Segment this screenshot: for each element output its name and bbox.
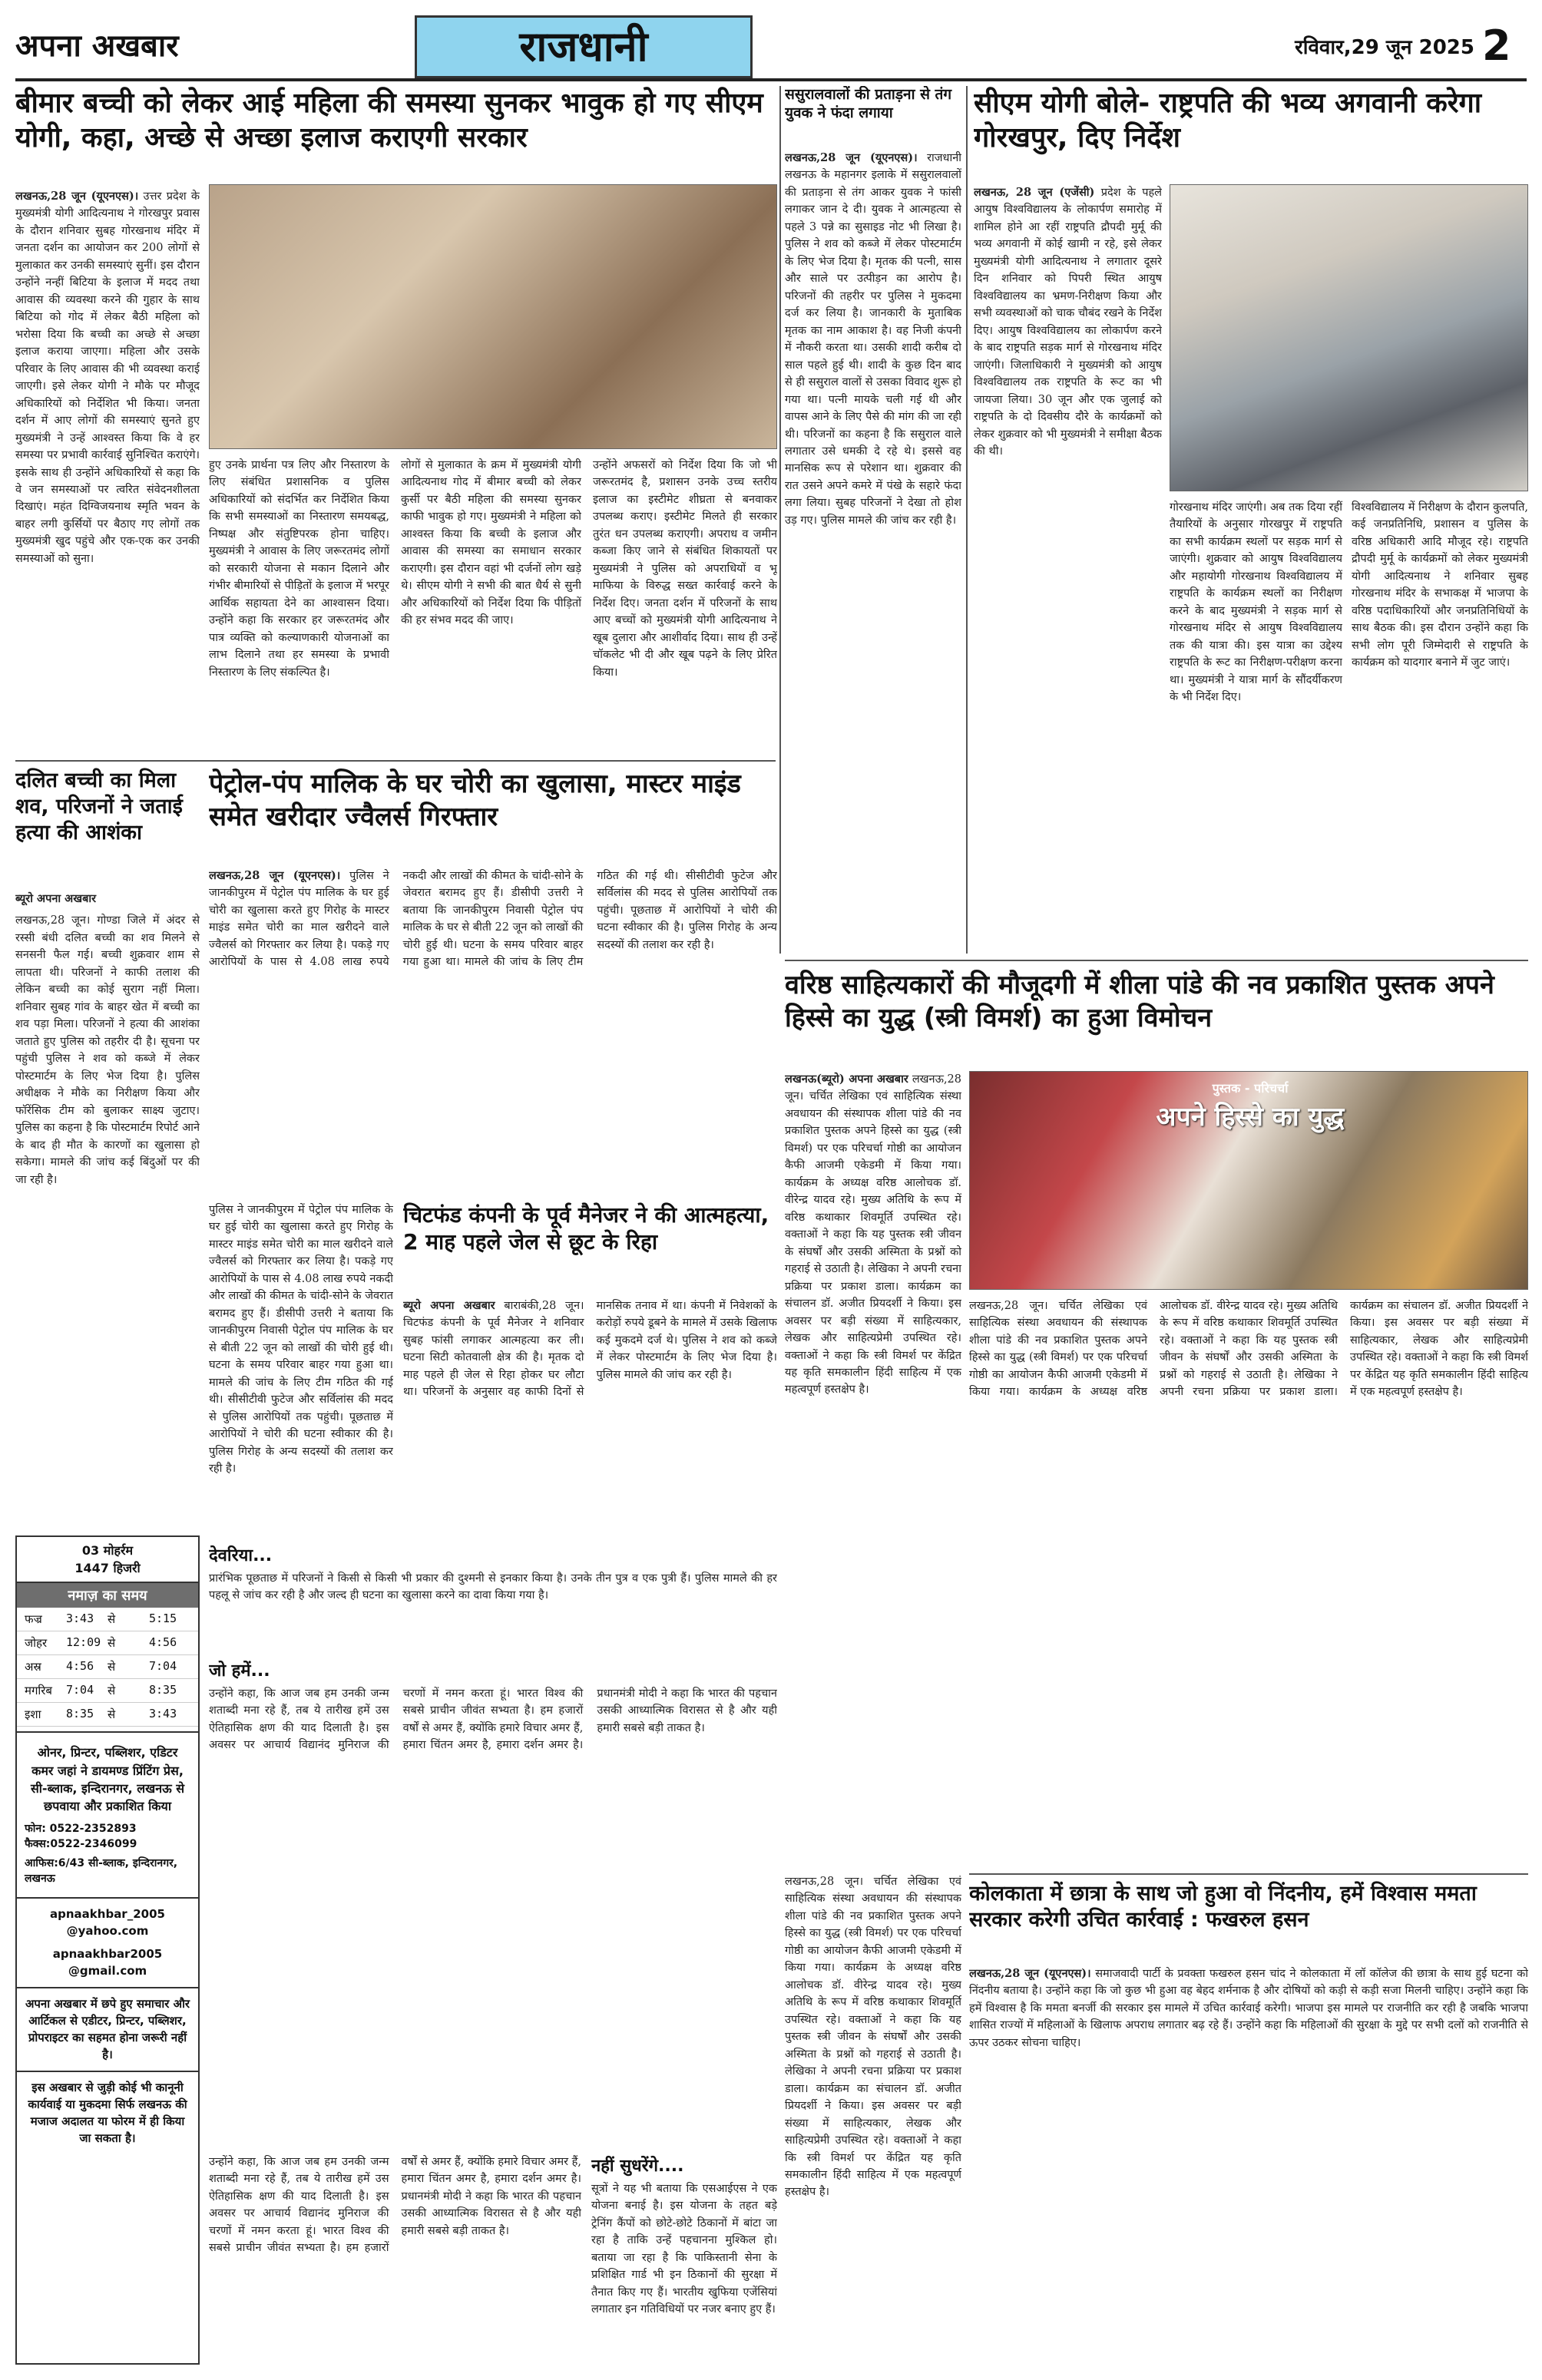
fax-number: फैक्स:0522-2346099 <box>25 1838 137 1851</box>
story3-photo <box>1170 184 1528 491</box>
section-divider <box>785 960 1528 961</box>
jo-hame-body: उन्होंने कहा, कि आज जब हम उनकी जन्म शताब्दी मना रहे हैं, तब ये तारीख हमें उस ऐतिहासिक क्षण की याद दिलाती है। इस अवसर पर आचार्य विद्यानंद मुनिराज की चरणों में नमन करता हूं। भारत विश्व की सबसे प्राचीन जीवंत सभ्यता है। हम हजारों वर्षों से अमर हैं, क्योंकि हमारे विचार अमर हैं, हमारा चिंतन अमर है, हमारा दर्शन अमर है। प्रधानमंत्री मोदी ने कहा कि भारत की पहचान उसकी आध्यात्मिक विरासत से है और यही हमारी सबसे बड़ी ताकत है। <box>209 1687 777 1752</box>
namaz-name: जोहर <box>25 1636 48 1651</box>
column-divider <box>779 86 781 954</box>
story4-dateline: ब्यूरो अपना अखबार <box>15 892 97 905</box>
deoria-body: प्रारंभिक पूछताछ में परिजनों ने किसी से किसी भी प्रकार की दुश्मनी से इनकार किया है। उनके तीन पुत्र व एक पुत्री हैं। पुलिस मामले की हर पहलू से जांच कर रही है और जल्द ही घटना का खुलासा करने का दावा किया गया है। <box>209 1572 777 1602</box>
islamic-date: 03 मोहर्रम <box>81 1543 134 1558</box>
photo-banner-subtitle: पुस्तक - परिचर्चा <box>1212 1081 1289 1096</box>
story2-body-column <box>785 150 961 952</box>
story1-column-4: उन्होंने अफसरों को निर्देश दिया कि जो भी जरूरतमंद है, प्रशासन उनके उच्च स्तरीय इलाज का इस्टीमेट शीघ्रता से बनवाकर उपलब्ध कराए। इस्टीमेट मिलते ही सरकार तुरंत धन उपलब्ध कराएगी। अपराध व जमीन कब्जा किए जाने से संबंधित शिकायतों पर मुख्यमंत्री ने पुलिस को अपराधियों व भू माफिया के विरुद्ध सख्त कार्रवाई करने के निर्देश दिए। जनता दर्शन में परिजनों के साथ आए बच्चों को मुख्यमंत्री योगी आदित्यनाथ ने खूब दुलारा और आशीर्वाद दिया। साथ ही उन्हें चॉकलेट भी दी और खूब पढ़ने के लिए प्रेरित किया। <box>593 459 777 679</box>
namaz-table <box>17 1608 198 1727</box>
legal-text: इस अखबार से जुड़ी कोई भी कानूनी कार्यवाई या मुकदमा सिर्फ लखनऊ की मजाज अदालत या फोरम में ही किया जा सकता है। <box>28 2081 187 2145</box>
photo-banner-title: अपने हिस्से का युद्ध <box>1156 1102 1345 1132</box>
namaz-to: से <box>108 1660 116 1674</box>
story7-body-columns: लखनऊ,28 जून। चर्चित लेखिका एवं साहित्यिक संस्था अवधायन की संस्थापक शीला पांडे की नव प्रकाशित पुस्तक अपने हिस्से का युद्ध (स्त्री विमर्श) पर एक परिचर्चा गोष्ठी का आयोजन कैफी आजमी एकेडमी में किया गया। कार्यक्रम के अध्यक्ष वरिष्ठ आलोचक डॉ. वीरेन्द्र यादव रहे। मुख्य अतिथि के रूप में वरिष्ठ कथाकार शिवमूर्ति उपस्थित रहे। वक्ताओं ने कहा कि यह पुस्तक स्त्री जीवन के संघर्षों और उसकी अस्मिता के प्रश्नों को गहराई से उठाती है। लेखिका ने अपनी रचना प्रक्रिया पर प्रकाश डाला। कार्यक्रम का संचालन डॉ. अजीत प्रियदर्शी ने किया। इस अवसर पर बड़ी संख्या में साहित्यकार, लेखक और साहित्यप्रेमी उपस्थित रहे। वक्ताओं ने कहा कि स्त्री विमर्श पर केंद्रित यह कृति समकालीन हिंदी साहित्य में एक महत्वपूर्ण हस्तक्षेप है। <box>969 1300 1528 1399</box>
story1-column-3: लोगों से मुलाकात के क्रम में मुख्यमंत्री योगी आदित्यनाथ गोद में बीमार बच्ची को लेकर कुर्सी पर बैठी महिला की समस्या सुनकर काफी भावुक हो गए। मुख्यमंत्री ने महिला को आश्वस्त किया कि बच्ची के इलाज और आवास की समस्या का समाधान सरकार कराएगी। इस दौरान वहां भी दर्जनों लोग खड़े थे। सीएम योगी ने सभी की बात धैर्य से सुनी और अधिकारियों को निर्देश दिया कि पीड़ितों की हर संभव मदद की जाए। <box>401 459 581 627</box>
story1-photo <box>209 184 777 449</box>
story7-headline: वरिष्ठ साहित्यकारों की मौजूदगी में शीला पांडे की नव प्रकाशित पुस्तक अपने हिस्से का युद्ध (स्त्री विमर्श) का हुआ विमोचन <box>785 970 1494 1033</box>
story7-photo <box>969 1071 1528 1290</box>
namaz-row <box>17 1679 198 1703</box>
story7-body: लखनऊ,28 जून। चर्चित लेखिका एवं साहित्यिक संस्था अवधायन की संस्थापक शीला पांडे की नव प्रकाशित पुस्तक अपने हिस्से का युद्ध (स्त्री विमर्श) पर एक परिचर्चा गोष्ठी का आयोजन कैफी आजमी एकेडमी में किया गया। कार्यक्रम के अध्यक्ष वरिष्ठ आलोचक डॉ. वीरेन्द्र यादव रहे। मुख्य अतिथि के रूप में वरिष्ठ कथाकार शिवमूर्ति उपस्थित रहे। वक्ताओं ने कहा कि यह पुस्तक स्त्री जीवन के संघर्षों और उसकी अस्मिता के प्रश्नों को गहराई से उठाती है। लेखिका ने अपनी रचना प्रक्रिया पर प्रकाश डाला। कार्यक्रम का संचालन डॉ. अजीत प्रियदर्शी ने किया। इस अवसर पर बड़ी संख्या में साहित्यकार, लेखक और साहित्यप्रेमी उपस्थित रहे। वक्ताओं ने कहा कि स्त्री विमर्श पर केंद्रित यह कृति समकालीन हिंदी साहित्य में एक महत्वपूर्ण हस्तक्षेप है। <box>785 1073 961 1397</box>
phone-number: फोन: 0522-2352893 <box>25 1823 137 1836</box>
story8-headline: कोलकाता में छात्रा के साथ जो हुआ वो निंदनीय, हमें विश्वास ममता सरकार करेगी उचित कार्रवाई : फखरुल हसन <box>969 1882 1477 1932</box>
imprint-section <box>17 1731 198 1897</box>
namaz-start: 3:43 <box>66 1611 94 1626</box>
namaz-start: 12:09 <box>66 1635 101 1650</box>
namaz-table-title: नमाज़ का समय <box>17 1583 198 1608</box>
story5-body-column <box>209 868 777 1198</box>
namaz-end: 4:56 <box>149 1635 177 1650</box>
page-number: 2 <box>1482 21 1511 70</box>
namaz-to: से <box>108 1636 116 1651</box>
story8-body: समाजवादी पार्टी के प्रवक्ता फखरुल हसन चांद ने कोलकाता में लॉ कॉलेज की छात्रा के साथ हुई घटना को निंदनीय बताया है। उन्होंने कहा कि जो कुछ भी हुआ वह बेहद शर्मनाक है और दोषियों को कड़ी से कड़ी सजा मिलनी चाहिए। उन्होंने कहा कि हमें विश्वास है कि ममता बनर्जी की सरकार इस मामले में उचित कार्रवाई करेगी। भाजपा इस मामले पर राजनीति कर रही है जबकि भाजपा शासित राज्यों में महिलाओं के खिलाफ अपराध लगातार बढ़ रहे हैं। उन्होंने कहा कि महिलाओं की सुरक्षा के मुद्दे पर सभी दलों को राजनीति से ऊपर उठकर सोचना चाहिए। <box>969 1968 1528 2049</box>
story3-body: प्रदेश के पहले आयुष विश्वविद्यालय के लोकार्पण समारोह में शामिल होने आ रहीं राष्ट्रपति द्रौपदी मुर्मू की भव्य अगवानी में कोई खामी न रहे, इसे लेकर मुख्यमंत्री योगी आदित्यनाथ ने लगातार दूसरे दिन शनिवार को पिपरी स्थित आयुष विश्वविद्यालय का भ्रमण-निरीक्षण किया और सभी व्यवस्थाओं को चाक चौबंद रखने के निर्देश दिए। आयुष विश्वविद्यालय का लोकार्पण करने के बाद राष्ट्रपति सड़क मार्ग से गोरखनाथ मंदिर जाएंगी। जिलाधिकारी ने मुख्यमंत्री को आयुष विश्वविद्यालय तक राष्ट्रपति के रूट का भी जायजा लिया। 30 जून और एक जुलाई को राष्ट्रपति के दो दिवसीय दौरे के कार्यक्रमों को लेकर शुक्रवार को भी मुख्यमंत्री ने समीक्षा बैठक की थी। <box>974 187 1162 458</box>
disclaimer-text: अपना अखबार में छपे हुए समाचार और आर्टिकल से एडीटर, प्रिन्टर, पब्लिशर, प्रोपराइटर का सहमत होना जरूरी नहीं है। <box>25 1997 190 2061</box>
namaz-to: से <box>108 1612 116 1627</box>
story5-body: पुलिस ने जानकीपुरम में पेट्रोल पंप मालिक के घर हुई चोरी का खुलासा करते हुए गिरोह के मास्टर माइंड समेत चोरी का माल खरीदने वाले ज्वैलर्स को गिरफ्तार कर लिया है। पकड़े गए आरोपियों के पास से 4.08 लाख रुपये नकदी और लाखों की कीमत के चांदी-सोने के जेवरात बरामद हुए हैं। डीसीपी उत्तरी ने बताया कि जानकीपुरम निवासी पेट्रोल पंप मालिक के घर से बीती 22 जून को लाखों की चोरी हुई थी। घटना के समय परिवार बाहर गया हुआ था। मामले की जांच के लिए टीम गठित की गई थी। सीसीटीवी फुटेज और सर्विलांस की मदद से पुलिस आरोपियों तक पहुंची। पूछताछ में आरोपियों ने चोरी की घटना स्वीकार की है। पुलिस गिरोह के अन्य सदस्यों की तलाश कर रही है। <box>209 870 777 969</box>
namaz-name: इशा <box>25 1707 41 1722</box>
legal-notice <box>17 2071 198 2154</box>
story1-dateline: लखनऊ,28 जून (यूएनएस)। <box>15 190 139 203</box>
namaz-name: मगरिब <box>25 1684 53 1698</box>
namaz-start: 7:04 <box>66 1683 94 1697</box>
namaz-start: 8:35 <box>66 1707 94 1721</box>
story4-body-column <box>15 891 200 1528</box>
story6-headline: चिटफंड कंपनी के पूर्व मैनेजर ने की आत्महत्या, 2 माह पहले जेल से छूट के रिहा <box>403 1202 769 1254</box>
story5-continued <box>209 1202 393 1535</box>
namaz-end: 7:04 <box>149 1659 177 1674</box>
story2-body: राजधानी लखनऊ के महानगर इलाके में ससुरालवालों की प्रताड़ना से तंग आकर युवक ने फांसी लगाकर जान दे दी। युवक ने आत्महत्या से पहले 3 पन्ने का सुसाइड नोट भी लिखा है। पुलिस ने शव को कब्जे में लेकर पोस्टमार्टम के लिए भेज दिया है। मृतक की पत्नी, सास और साले पर उत्पीड़न का आरोप है। परिजनों की तहरीर पर पुलिस ने मुकदमा दर्ज कर लिया है। जानकारी के मुताबिक मृतक का नाम आकाश है। वह निजी कंपनी में नौकरी करता था। उसकी शादी करीब दो साल पहले हुई थी। शादी के कुछ दिन बाद से ही ससुराल वालों से उसका विवाद शुरू हो गया था। पत्नी मायके चली गई थी और वापस आने के लिए पैसे की मांग की जा रही थी। परिजनों का कहना है कि ससुराल वाले लगातार उसे धमकी दे रहे थे। इससे वह मानसिक रूप से परेशान था। शुक्रवार की रात उसने अपने कमरे में पंखे के सहारे फंदा लगा लिया। सुबह परिजनों ने देखा तो होश उड़ गए। पुलिस मामले की जांच कर रही है। <box>785 152 961 527</box>
story8-dateline: लखनऊ,28 जून (यूएनएस)। <box>969 1967 1091 1980</box>
story3-column-3: विश्वविद्यालय में निरीक्षण के दौरान कुलपति, कई जनप्रतिनिधि, प्रशासन व पुलिस के वरिष्ठ अधिकारी आदि मौजूद रहे। राष्ट्रपति द्रौपदी मुर्मू के कार्यक्रमों को लेकर मुख्यमंत्री योगी आदित्यनाथ ने शनिवार सुबह गोरखनाथ मंदिर के सभाकक्ष में भाजपा के वरिष्ठ पदाधिकारियों और जनप्रतिनिधियों के साथ बैठक की। इस दौरान उन्होंने कहा कि सभी लोग पूरी जिम्मेदारी से राष्ट्रपति के कार्यक्रम को यादगार बनाने में जुट जाएं। <box>1352 501 1528 669</box>
story5-body-continued: पुलिस ने जानकीपुरम में पेट्रोल पंप मालिक के घर हुई चोरी का खुलासा करते हुए गिरोह के मास्टर माइंड समेत चोरी का माल खरीदने वाले ज्वैलर्स को गिरफ्तार कर लिया है। पकड़े गए आरोपियों के पास से 4.08 लाख रुपये नकदी और लाखों की कीमत के चांदी-सोने के जेवरात बरामद हुए हैं। डीसीपी उत्तरी ने बताया कि जानकीपुरम निवासी पेट्रोल पंप मालिक के घर से बीती 22 जून को लाखों की चोरी हुई थी। घटना के समय परिवार बाहर गया हुआ था। मामले की जांच के लिए टीम गठित की गई थी। सीसीटीवी फुटेज और सर्विलांस की मदद से पुलिस आरोपियों तक पहुंची। पूछताछ में आरोपियों ने चोरी की घटना स्वीकार की है। पुलिस गिरोह के अन्य सदस्यों की तलाश कर रही है। <box>209 1204 393 1476</box>
namaz-name: फज्र <box>25 1612 42 1627</box>
story4-headline: दलित बच्ची का मिला शव, परिजनों ने जताई हत्या की आशंका <box>15 769 183 845</box>
jo-hame-label: जो हमें... <box>209 1661 270 1681</box>
story4-body: लखनऊ,28 जून। गोण्डा जिले में अंदर से रस्सी बंधी दलित बच्ची का शव मिलने से सनसनी फैल गई। बच्ची शुक्रवार शाम से लापता थी। परिजनों ने काफी तलाश की लेकिन बच्ची का कोई सुराग नहीं मिला। शनिवार सुबह गांव के बाहर खेत में बच्ची का शव पड़ा मिला। परिजनों ने हत्या की आशंका जताते हुए पुलिस को तहरीर दी है। सूचना पर पहुंची पुलिस ने शव को कब्जे में लेकर पोस्टमार्टम के लिए भेज दिया है। पुलिस अधीक्षक ने मौके का निरीक्षण किया और फॉरेंसिक टीम को बुलाकर साक्ष्य जुटाए। पुलिस का कहना है कि पोस्टमार्टम रिपोर्ट आने के बाद ही मौत के कारणों का खुलासा हो सकेगा। मामले की जांच कई बिंदुओं पर की जा रही है। <box>15 914 200 1186</box>
story3-headline: सीएम योगी बोले- राष्ट्रपति की भव्य अगवानी करेगा गोरखपुर, दिए निर्देश <box>974 88 1482 154</box>
nahi-sudhrenge-label: नहीं सुधरेंगे.... <box>591 2157 684 2176</box>
namaz-row <box>17 1703 198 1727</box>
section-divider <box>969 1873 1528 1875</box>
story1-column-1 <box>15 188 200 749</box>
namaz-row <box>17 1631 198 1655</box>
story1-headline: बीमार बच्ची को लेकर आई महिला की समस्या सुनकर भावुक हो गए सीएम योगी, कहा, अच्छे से अच्छा इलाज कराएगी सरकार <box>15 88 763 154</box>
namaz-end: 5:15 <box>149 1611 177 1626</box>
story2-dateline: लखनऊ,28 जून (यूएनएस)। <box>785 151 918 164</box>
story3-dateline: लखनऊ, 28 जून (एजेंसी) <box>974 186 1095 199</box>
imprint-text: ओनर, प्रिन्टर, पब्लिशर, एडिटर कमर जहां ने डायमण्ड प्रिंटिंग प्रेस, सी-ब्लाक, इन्दिरानगर, लखनऊ से छपवाया और प्रकाशित किया <box>30 1745 185 1813</box>
section-title: राजधानी <box>415 15 753 78</box>
story5-dateline: लखनऊ,28 जून (यूएनएस)। <box>209 869 341 882</box>
namaz-end: 8:35 <box>149 1683 177 1697</box>
email-section <box>17 1897 198 1987</box>
story3-column-1 <box>974 184 1162 952</box>
story6-body: बाराबंकी,28 जून। चिटफंड कंपनी के पूर्व मैनेजर ने शनिवार सुबह फांसी लगाकर आत्महत्या कर ली। घटना सिटी कोतवाली क्षेत्र की है। मृतक दो माह पहले ही जेल से रिहा होकर घर लौटा था। परिजनों के अनुसार वह काफी दिनों से मानसिक तनाव में था। कंपनी में निवेशकों के करोड़ों रुपये डूबने के मामले में उसके खिलाफ कई मुकदमे दर्ज थे। पुलिस ने शव को कब्जे में लेकर पोस्टमार्टम के लिए भेज दिया है। पुलिस मामले की जांच कर रही है। <box>403 1300 777 1399</box>
masthead-rule <box>15 78 1527 81</box>
story6-body-column <box>403 1297 777 1535</box>
hijri-year: 1447 हिजरी <box>17 1559 198 1583</box>
story7-dateline: लखनऊ(ब्यूरो) अपना अखबार <box>785 1073 908 1086</box>
story3-column-2: गोरखनाथ मंदिर जाएंगी। अब तक दिया रहीं तैयारियों के अनुसार गोरखपुर में राष्ट्रपति का सभी कार्यक्रम स्थलों पर सड़क मार्ग से जाएंगी। शुक्रवार को आयुष विश्वविद्यालय और महायोगी गोरखनाथ विश्वविद्यालय में राष्ट्रपति के कार्यक्रम स्थलों का निरीक्षण करने के बाद मुख्यमंत्री ने सड़क मार्ग से गोरखनाथ मंदिर से आयुष विश्वविद्यालय तक की यात्रा की। इस यात्रा का उद्देश्य राष्ट्रपति के रूट का निरीक्षण-परीक्षण करना था। मुख्यमंत्री ने यात्रा मार्ग के सौंदर्यीकरण के भी निर्देश दिए। <box>1170 501 1342 704</box>
namaz-row <box>17 1655 198 1679</box>
story1-column-2: हुए उनके प्रार्थना पत्र लिए और निस्तारण के लिए संबंधित प्रशासनिक व पुलिस अधिकारियों को संदर्भित कर निर्देशित किया कि सभी समस्याओं का निस्तारण समयबद्ध, निष्पक्ष और संतुष्टिपरक होना चाहिए। मुख्यमंत्री ने आवास के लिए जरूरतमंद लोगों को सरकारी योजना से मकान दिलाने और गंभीर बीमारियों से पीड़ितों के इलाज में भरपूर आर्थिक सहायता देने का आश्वासन दिया। उन्होंने कहा कि सरकार हर जरूरतमंद और पात्र व्यक्ति को कल्याणकारी योजनाओं का लाभ दिलाने तथा हर समस्या के प्रभावी निस्तारण के लिए संकल्पित है। <box>209 459 389 679</box>
story5-headline: पेट्रोल-पंप मालिक के घर चोरी का खुलासा, मास्टर माइंड समेत खरीदार ज्वैलर्स गिरफ्तार <box>209 769 741 832</box>
namaz-start: 4:56 <box>66 1659 94 1674</box>
nahi-sudhrenge-body: सूत्रों ने यह भी बताया कि एसआईएस ने एक योजना बनाई है। इस योजना के तहत बड़े ट्रेनिंग कैंपों को छोटे-छोटे ठिकानों में बांटा जा रहा है ताकि उन्हें पहचानना मुश्किल हो। बताया जा रहा है कि पाकिस्तानी सेना के प्रशिक्षित गार्ड भी इन ठिकानों की सुरक्षा में तैनात किए गए हैं। भारतीय खुफिया एजेंसियां लगातार इन गतिविधियों पर नजर बनाए हुए हैं। <box>591 2183 777 2316</box>
office-address: आफिस:6/43 सी-ब्लाक, इन्दिरानगर, लखनऊ <box>25 1856 178 1886</box>
story8-body-column <box>969 1965 1528 2365</box>
namaz-row <box>17 1608 198 1631</box>
jo-hame-continued: उन्होंने कहा, कि आज जब हम उनकी जन्म शताब्दी मना रहे हैं, तब ये तारीख हमें उस ऐतिहासिक क्षण की याद दिलाती है। इस अवसर पर आचार्य विद्यानंद मुनिराज की चरणों में नमन करता हूं। भारत विश्व की सबसे प्राचीन जीवंत सभ्यता है। हम हजारों वर्षों से अमर हैं, क्योंकि हमारे विचार अमर हैं, हमारा चिंतन अमर है, हमारा दर्शन अमर है। प्रधानमंत्री मोदी ने कहा कि भारत की पहचान उसकी आध्यात्मिक विरासत से है और यही हमारी सबसे बड़ी ताकत है। <box>209 2156 581 2255</box>
email-gmail: apnaakhbar2005 @gmail.com <box>52 1946 163 1978</box>
deoria-label: देवरिया... <box>209 1546 273 1565</box>
story2-headline: ससुरालवालों की प्रताड़ना से तंग युवक ने फंदा लगाया <box>785 86 952 121</box>
column-divider <box>966 86 968 954</box>
namaz-to: से <box>108 1684 116 1698</box>
story7-continued: लखनऊ,28 जून। चर्चित लेखिका एवं साहित्यिक संस्था अवधायन की संस्थापक शीला पांडे की नव प्रकाशित पुस्तक अपने हिस्से का युद्ध (स्त्री विमर्श) पर एक परिचर्चा गोष्ठी का आयोजन कैफी आजमी एकेडमी में किया गया। कार्यक्रम के अध्यक्ष वरिष्ठ आलोचक डॉ. वीरेन्द्र यादव रहे। मुख्य अतिथि के रूप में वरिष्ठ कथाकार शिवमूर्ति उपस्थित रहे। वक्ताओं ने कहा कि यह पुस्तक स्त्री जीवन के संघर्षों और उसकी अस्मिता के प्रश्नों को गहराई से उठाती है। लेखिका ने अपनी रचना प्रक्रिया पर प्रकाश डाला। कार्यक्रम का संचालन डॉ. अजीत प्रियदर्शी ने किया। इस अवसर पर बड़ी संख्या में साहित्यकार, लेखक और साहित्यप्रेमी उपस्थित रहे। वक्ताओं ने कहा कि स्त्री विमर्श पर केंद्रित यह कृति समकालीन हिंदी साहित्य में एक महत्वपूर्ण हस्तक्षेप है। <box>785 1876 961 2199</box>
namaz-to: से <box>108 1707 116 1722</box>
disclaimer-notice <box>17 1987 198 2071</box>
namaz-end: 3:43 <box>149 1707 177 1721</box>
email-yahoo: apnaakhbar_2005 @yahoo.com <box>50 1907 165 1939</box>
story6-dateline: ब्यूरो अपना अखबार <box>403 1299 495 1312</box>
story7-column-1 <box>785 1071 961 1869</box>
section-divider <box>15 760 776 762</box>
sidebar-info-panel <box>15 1535 200 2365</box>
issue-date: रविवार,29 जून 2025 <box>1295 36 1474 59</box>
namaz-name: अस्र <box>25 1660 41 1674</box>
story1-body: उत्तर प्रदेश के मुख्यमंत्री योगी आदित्यनाथ ने गोरखपुर प्रवास के दौरान शनिवार सुबह गोरखनाथ मंदिर में जनता दर्शन का आयोजन कर 200 लोगों से मुलाकात कर उनकी समस्याएं सुनीं। इस दौरान उन्होंने नन्हीं बिटिया के इलाज में मदद तथा आवास की व्यवस्था करने की गुहार के साथ बिटिया को गोद में लेकर बैठी महिला को भरोसा दिया कि बच्ची का अच्छे से अच्छा इलाज कराया जाएगा। महिला और उसके परिवार के लिए आवास की भी व्यवस्था कराई जाएगी। इसे लेकर योगी ने मौके पर मौजूद अधिकारियों को निर्देशित भी किया। जनता दर्शन में आए लोगों की समस्याएं सुनते हुए मुख्यमंत्री ने उन्हें आश्वस्त किया कि वे हर समस्या पर प्रभावी कार्रवाई सुनिश्चित कराएंगे। इसके साथ ही उन्होंने अधिकारियों से कहा कि वे जन समस्याओं पर त्वरित संवेदनशीलता दिखाएं। महंत दिग्विजयनाथ स्मृति भवन के बाहर लगी कुर्सियों पर बैठाए गए लोगों तक मुख्यमंत्री खुद पहुंचे और एक-एक कर उनकी समस्याओं को सुना। <box>15 190 200 565</box>
newspaper-name: अपना अखबार <box>15 28 179 64</box>
